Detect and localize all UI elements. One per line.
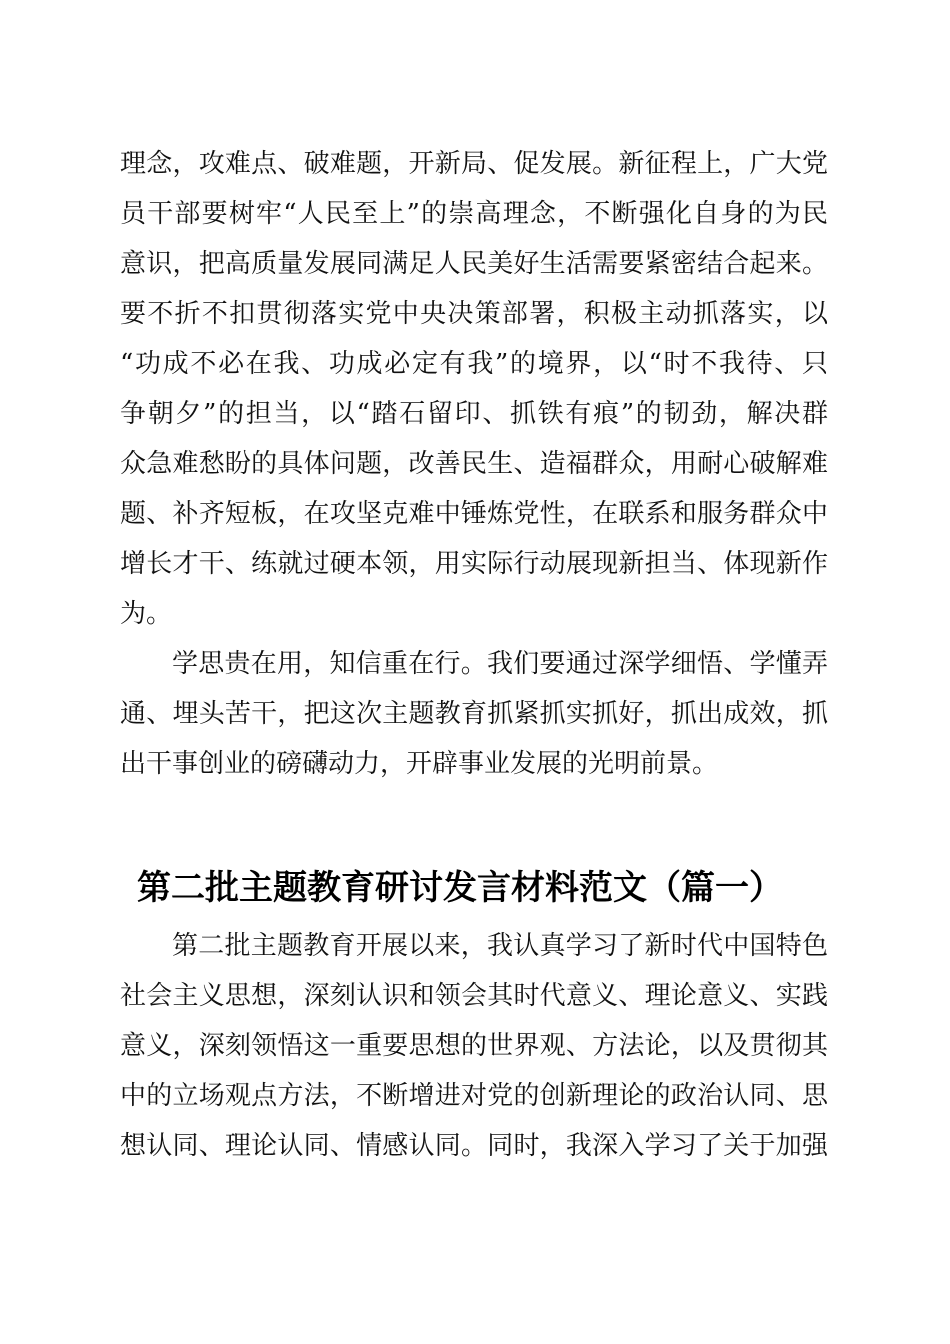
text-line: 众急难愁盼的具体问题，改善民生、造福群众，用耐心破解难 [120,449,828,479]
text-line: 通、埋头苦干，把这次主题教育抓紧抓实抓好，抓出成效，抓 [120,699,828,729]
text-line: 理念，攻难点、破难题，开新局、促发展。新征程上，广大党 [120,149,828,179]
text-line: 员干部要树牢“人民至上”的崇高理念，不断强化自身的为民 [120,199,828,229]
text-line: 中的立场观点方法，不断增进对党的创新理论的政治认同、思 [120,1081,828,1111]
section-heading: 第二批主题教育研讨发言材料范文（篇一） [137,868,783,908]
text-line: 社会主义思想，深刻认识和领会其时代意义、理论意义、实践 [120,981,828,1011]
text-line: 题、补齐短板，在攻坚克难中锤炼党性，在联系和服务群众中 [120,499,828,529]
text-line: 为。 [120,599,173,629]
text-line: 想认同、理论认同、情感认同。同时，我深入学习了关于加强 [120,1131,828,1161]
text-line: 意义，深刻领悟这一重要思想的世界观、方法论，以及贯彻其 [120,1031,828,1061]
text-line: 增长才干、练就过硬本领，用实际行动展现新担当、体现新作 [120,549,828,579]
text-line: 意识，把高质量发展同满足人民美好生活需要紧密结合起来。 [120,249,828,279]
text-line: “功成不必在我、功成必定有我”的境界，以“时不我待、只 [120,349,828,379]
text-line: 第二批主题教育开展以来，我认真学习了新时代中国特色 [172,931,828,961]
text-line: 要不折不扣贯彻落实党中央决策部署，积极主动抓落实，以 [120,299,828,329]
text-line: 出干事创业的磅礴动力，开辟事业发展的光明前景。 [120,749,719,779]
text-line: 学思贵在用，知信重在行。我们要通过深学细悟、学懂弄 [172,649,828,679]
text-line: 争朝夕”的担当，以“踏石留印、抓铁有痕”的韧劲，解决群 [120,399,828,429]
